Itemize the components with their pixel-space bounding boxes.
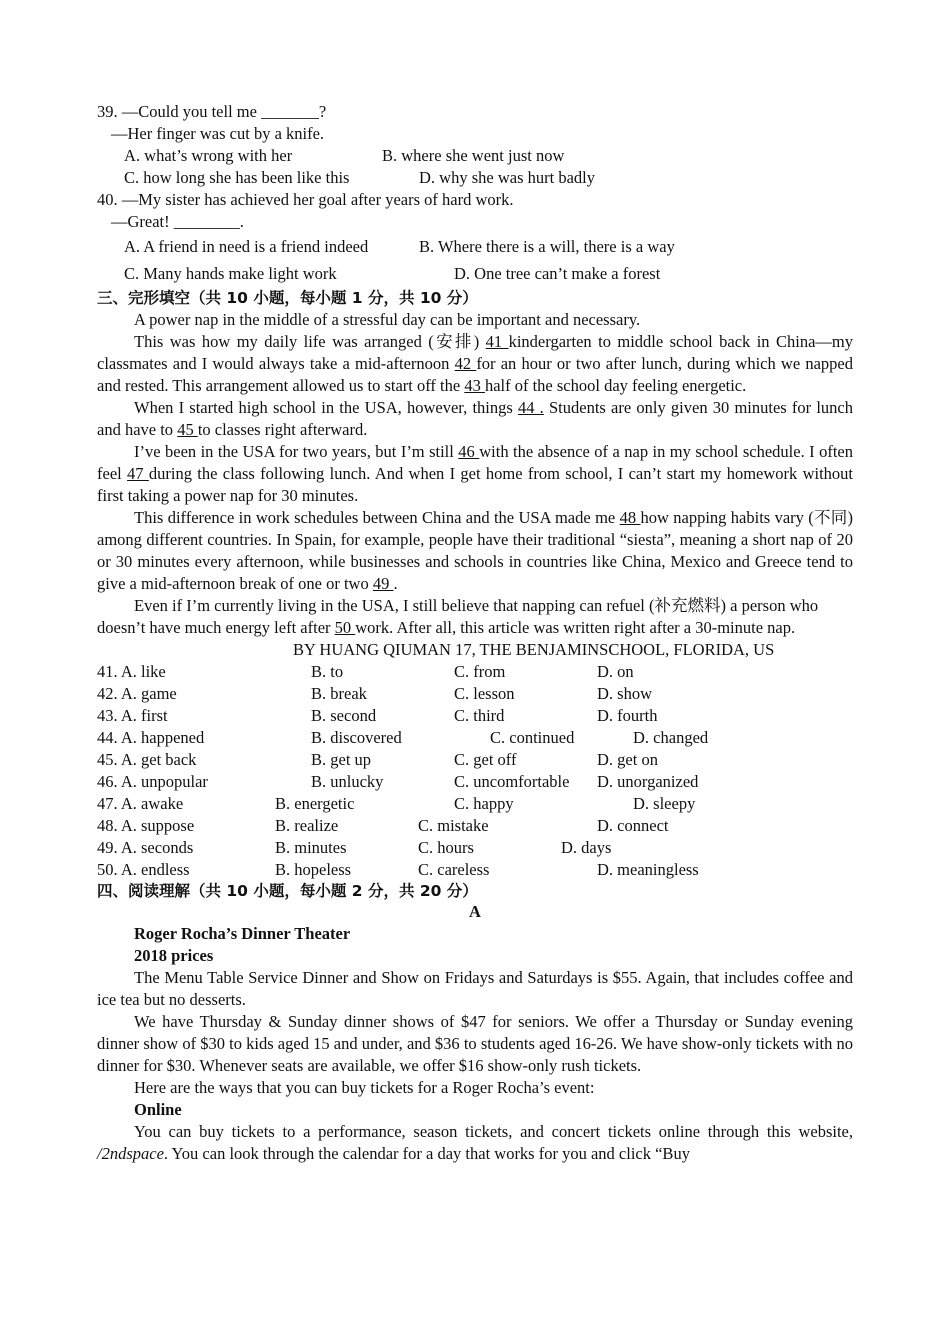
passage-text: You can buy tickets to a performance, season tickets, and concert tickets online through this website, [134, 1122, 853, 1141]
q39-option-d[interactable]: D. why she was hurt badly [419, 168, 595, 187]
cloze-paragraph-2 [97, 331, 853, 397]
option-b[interactable]: B. realize [275, 816, 339, 835]
q40-reply: —Great! ________. [111, 212, 244, 231]
website-link[interactable]: /2ndspace [97, 1144, 164, 1163]
option-d[interactable]: D. days [561, 838, 612, 857]
option-a[interactable]: 48. A. suppose [97, 816, 195, 835]
q39-options-ab [97, 145, 853, 167]
blank-43[interactable]: 43 [464, 376, 485, 395]
option-a[interactable]: 41. A. like [97, 662, 166, 681]
options-row-43 [97, 705, 853, 727]
option-b[interactable]: B. second [311, 706, 377, 725]
passage-paragraph-3: Here are the ways that you can buy tickets for a Roger Rocha’s event: [134, 1078, 595, 1097]
option-a[interactable]: 44. A. happened [97, 728, 205, 747]
q39-option-a[interactable]: A. what’s wrong with her [124, 146, 293, 165]
option-b[interactable]: B. to [311, 662, 344, 681]
options-row-45 [97, 749, 853, 771]
cloze-text: half of the school day feeling energetic. [484, 376, 747, 395]
option-b[interactable]: B. get up [311, 750, 372, 769]
option-c[interactable]: C. careless [418, 860, 490, 879]
cloze-text: I’ve been in the USA for two years, but I’m still [134, 442, 459, 461]
cloze-paragraph-3 [97, 397, 853, 441]
option-b[interactable]: B. unlucky [311, 772, 384, 791]
option-b[interactable]: B. break [311, 684, 367, 703]
cloze-text: This difference in work schedules between China and the USA made me [134, 508, 620, 527]
cloze-text: during the class following lunch. And when I get home from school, I can’t start my homework without first taking a power nap for 30 minutes. [97, 464, 853, 505]
options-row-48 [97, 815, 853, 837]
article-byline: BY HUANG QIUMAN 17, THE BENJAMINSCHOOL, FLORIDA, US [293, 640, 775, 659]
passage-paragraph-2: We have Thursday & Sunday dinner shows of $47 for seniors. We offer a Thursday or Sunday evening dinner show of $30 to kids aged 15 and under, and $36 to students aged 16-26. We have show-only tickets with no dinner for $30. Whenever seats are available, we offer $16 show-only rush tickets. [97, 1012, 853, 1075]
option-d[interactable]: D. changed [633, 728, 709, 747]
passage-subtitle: 2018 prices [134, 946, 214, 965]
option-c[interactable]: C. get off [454, 750, 517, 769]
option-a[interactable]: 43. A. first [97, 706, 168, 725]
passage-label: A [469, 902, 481, 921]
cloze-text: to classes right afterward. [197, 420, 368, 439]
options-row-49 [97, 837, 853, 859]
option-a[interactable]: 47. A. awake [97, 794, 184, 813]
option-c[interactable]: C. mistake [418, 816, 489, 835]
blank-49[interactable]: 49 [372, 574, 394, 593]
blank-45[interactable]: 45 [177, 420, 198, 439]
option-d[interactable]: D. connect [597, 816, 669, 835]
option-d[interactable]: D. unorganized [597, 772, 699, 791]
option-c[interactable]: C. from [454, 662, 506, 681]
cloze-text: Even if I’m currently living in the USA, I still believe that napping can refuel (补充燃料) a person who doesn’t have much energy left after [97, 596, 819, 637]
option-d[interactable]: D. sleepy [633, 794, 696, 813]
passage-title: Roger Rocha’s Dinner Theater [134, 924, 351, 943]
q39-options-cd [97, 167, 853, 189]
blank-46[interactable]: 46 [458, 442, 480, 461]
options-row-47 [97, 793, 853, 815]
passage-text: . You can look through the calendar for a day that works for you and click “Buy [163, 1144, 690, 1163]
option-c[interactable]: C. lesson [454, 684, 515, 703]
blank-44[interactable]: 44 . [517, 398, 544, 417]
options-row-41 [97, 661, 853, 683]
q40-option-d[interactable]: D. One tree can’t make a forest [454, 264, 661, 283]
cloze-text: work. After all, this article was written right after a 30-minute nap. [355, 618, 796, 637]
cloze-text: . [393, 574, 398, 593]
q40-option-c[interactable]: C. Many hands make light work [124, 264, 337, 283]
option-b[interactable]: B. discovered [311, 728, 402, 747]
option-b[interactable]: B. hopeless [275, 860, 352, 879]
option-d[interactable]: D. meaningless [597, 860, 699, 879]
option-a[interactable]: 45. A. get back [97, 750, 197, 769]
option-c[interactable]: C. continued [490, 728, 575, 747]
cloze-text: for an hour or two after lunch, during which we napped and rested. This arrangement allowed us to start off the [97, 354, 854, 395]
options-row-42 [97, 683, 853, 705]
q39-reply: —Her finger was cut by a knife. [111, 124, 325, 143]
q39-stem: 39. —Could you tell me _______? [97, 102, 327, 121]
blank-47[interactable]: 47 [127, 464, 149, 483]
option-d[interactable]: D. on [597, 662, 634, 681]
passage-heading-online: Online [134, 1100, 182, 1119]
option-d[interactable]: D. fourth [597, 706, 658, 725]
cloze-text: how napping habits vary (不同) among different countries. In Spain, for example, people have their traditional “siesta”, meaning a short nap of 20 or 30 minutes every afternoon, while businesses and schools in countries like China, Mexico and Greece tend to give a mid-afternoon break of one or two [97, 508, 854, 593]
section-3-title: 三、完形填空（共 10 小题，每小题 1 分，共 10 分） [97, 289, 478, 307]
cloze-text: kindergarten to middle school back in China—my classmates and I would always take a mid-afternoon [97, 332, 853, 373]
q40-stem: 40. —My sister has achieved her goal after years of hard work. [97, 190, 514, 209]
blank-42[interactable]: 42 [454, 354, 477, 373]
option-c[interactable]: C. happy [454, 794, 514, 813]
option-b[interactable]: B. minutes [275, 838, 347, 857]
section-4-title: 四、阅读理解（共 10 小题，每小题 2 分，共 20 分） [97, 882, 478, 900]
q39-option-b[interactable]: B. where she went just now [382, 146, 565, 165]
cloze-text: with the absence of a nap in my school schedule. I often feel [97, 442, 853, 483]
q39-option-c[interactable]: C. how long she has been like this [124, 168, 350, 187]
q40-options-ab [97, 233, 853, 260]
q40-options-cd [97, 260, 853, 287]
blank-41[interactable]: 41 [485, 332, 509, 351]
cloze-text: This was how my daily life was arranged (安排) [134, 332, 486, 351]
option-c[interactable]: C. uncomfortable [454, 772, 570, 791]
passage-paragraph-1: The Menu Table Service Dinner and Show on Fridays and Saturdays is $55. Again, that includes coffee and ice tea but no desserts. [97, 968, 853, 1009]
cloze-options [97, 661, 853, 881]
q40-option-b[interactable]: B. Where there is a will, there is a way [419, 237, 675, 256]
cloze-text: Students are only given 30 minutes for lunch and have to [97, 398, 853, 439]
option-d[interactable]: D. show [597, 684, 653, 703]
cloze-paragraph-5 [97, 507, 853, 595]
options-row-50 [97, 859, 853, 881]
cloze-text: When I started high school in the USA, however, things [134, 398, 518, 417]
cloze-paragraph-1: A power nap in the middle of a stressful day can be important and necessary. [134, 310, 641, 329]
option-a[interactable]: 42. A. game [97, 684, 177, 703]
cloze-paragraph-6 [97, 595, 853, 639]
option-c[interactable]: C. hours [418, 838, 474, 857]
option-a[interactable]: 49. A. seconds [97, 838, 194, 857]
options-row-46 [97, 771, 853, 793]
blank-48[interactable]: 48 [619, 508, 641, 527]
cloze-paragraph-4 [97, 441, 853, 507]
option-b[interactable]: B. energetic [275, 794, 355, 813]
option-d[interactable]: D. get on [597, 750, 658, 769]
q40-option-a[interactable]: A. A friend in need is a friend indeed [124, 237, 369, 256]
blank-50[interactable]: 50 [334, 618, 356, 637]
option-a[interactable]: 46. A. unpopular [97, 772, 208, 791]
option-a[interactable]: 50. A. endless [97, 860, 190, 879]
option-c[interactable]: C. third [454, 706, 505, 725]
options-row-44 [97, 727, 853, 749]
exam-page [97, 101, 853, 1165]
passage-paragraph-4 [97, 1121, 853, 1165]
